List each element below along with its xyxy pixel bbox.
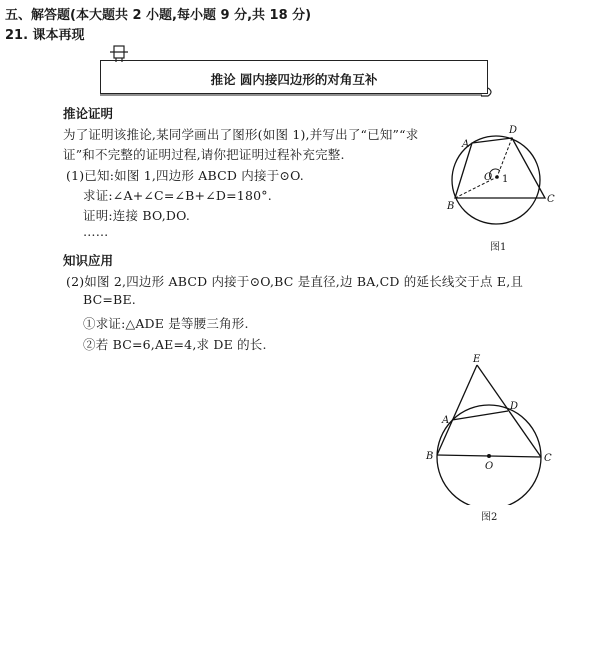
part2-question-1: ①求证:△ADE 是等腰三角形. (83, 316, 249, 331)
figure-1-caption: 图1 (490, 242, 507, 253)
part1-given: (1)已知:如图 1,四边形 ABCD 内接于⊙O. (66, 168, 304, 183)
fig1-label-1: 1 (502, 174, 509, 185)
question-number: 21. 课本再现 (5, 28, 85, 43)
fig2-line-ad (452, 411, 508, 420)
fig2-label-d: D (510, 401, 519, 412)
part1-ellipsis: …… (83, 224, 109, 239)
fig2-label-a: A (442, 415, 450, 426)
fig2-label-o: O (485, 461, 494, 472)
fig1-radius-do (497, 138, 512, 177)
part2-question-2: ②若 BC=6,AE=4,求 DE 的长. (83, 337, 267, 352)
figure-1 (440, 120, 570, 250)
fig2-line-be (437, 365, 477, 455)
fig2-label-b: B (426, 451, 434, 462)
banner-title: 推论 圆内接四边形的对角互补 (210, 72, 378, 87)
part1-proof: 证明:连接 BO,DO. (83, 208, 191, 223)
fig1-label-b: B (447, 201, 455, 212)
section-title: 五、解答题(本大题共 2 小题,每小题 9 分,共 18 分) (5, 8, 312, 23)
fig2-line-ce (477, 365, 541, 457)
fig1-label-d: D (509, 125, 518, 136)
fig2-label-c: C (544, 453, 552, 464)
intro-line-1: 为了证明该推论,某同学画出了图形(如图 1),并写出了“已知”“求 (63, 127, 419, 142)
fig2-label-e: E (473, 354, 481, 365)
banner-decoration (96, 44, 496, 100)
fig1-label-o: O (484, 172, 493, 183)
part2-line-1: (2)如图 2,四边形 ABCD 内接于⊙O,BC 是直径,边 BA,CD 的延长线交于点 E,且 (66, 274, 524, 289)
proof-heading: 推论证明 (63, 106, 114, 121)
figure-2 (425, 350, 565, 505)
clip-icon (110, 46, 128, 62)
intro-line-2: 证”和不完整的证明过程,请你把证明过程补充完整. (63, 147, 345, 162)
fig2-center-dot (487, 454, 491, 458)
figure-2-caption: 图2 (481, 512, 498, 523)
application-heading: 知识应用 (63, 253, 114, 268)
part2-line-2: BC=BE. (83, 292, 136, 307)
part1-prove: 求证:∠A+∠C=∠B+∠D=180°. (83, 188, 272, 203)
fig1-label-c: C (547, 194, 555, 205)
fig1-label-a: A (462, 139, 470, 150)
fig1-center-dot (495, 175, 499, 179)
